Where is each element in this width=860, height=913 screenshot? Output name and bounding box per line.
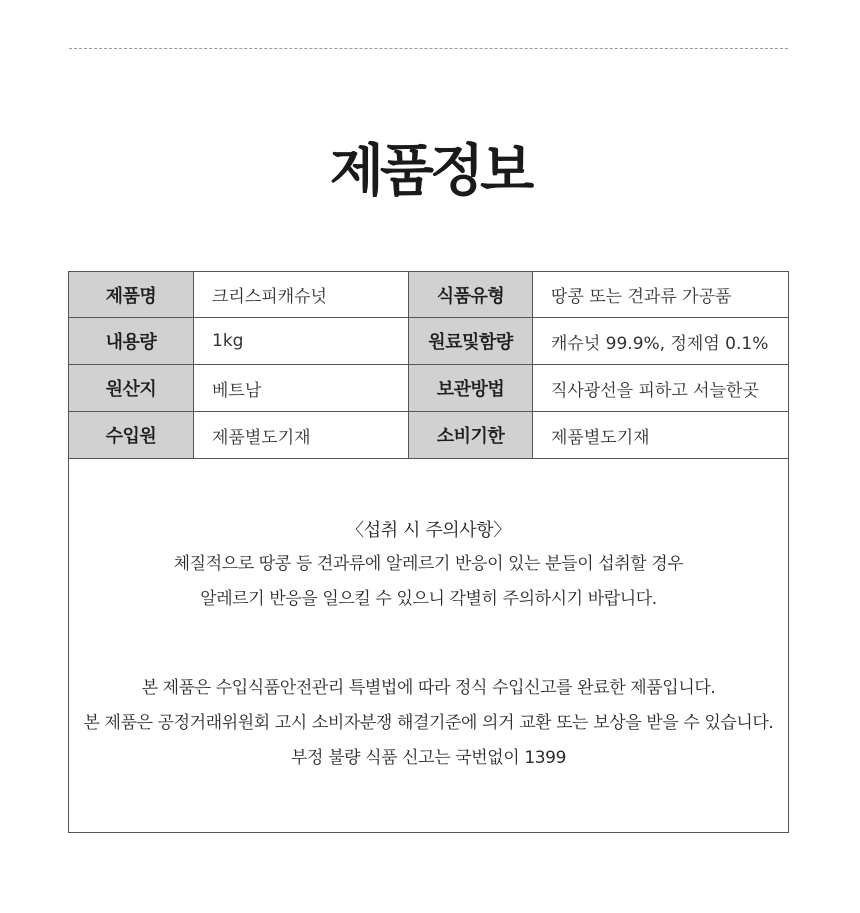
notice-spacer [69,617,788,671]
value-expiry: 제품별도기재 [533,412,788,459]
page-title: 제품정보 [329,139,531,204]
label-storage: 보관방법 [409,365,533,412]
value-origin: 베트남 [194,365,409,412]
label-ingredients: 원료및함량 [409,318,533,365]
notice-section [69,515,788,776]
product-info-grid [69,272,788,459]
info-line: 본 제품은 공정거래위원회 고시 소비자분쟁 해결기준에 의거 교환 또는 보상을 받을 수 있습니다. [83,713,774,733]
label-net-content: 내용량 [69,318,194,365]
value-product-name: 크리스피캐슈넛 [194,272,409,318]
label-product-name: 제품명 [69,272,194,318]
caution-line: 알레르기 반응을 일으킬 수 있으니 각별히 주의하시기 바랍니다. [200,589,657,609]
value-food-type: 땅콩 또는 견과류 가공품 [533,272,788,318]
caution-heading: 〈섭취 시 주의사항〉 [346,520,511,541]
top-dashed-divider [69,48,788,49]
label-food-type: 식품유형 [409,272,533,318]
report-line: 부정 불량 식품 신고는 국번없이 1399 [291,748,566,768]
caution-line: 체질적으로 땅콩 등 견과류에 알레르기 반응이 있는 분들이 섭취할 경우 [173,554,684,574]
label-importer: 수입원 [69,412,194,459]
value-net-content: 1kg [194,318,409,365]
product-info-table [68,271,789,833]
info-line: 본 제품은 수입식품안전관리 특별법에 따라 정식 수입신고를 완료한 제품입니다. [141,678,716,698]
value-ingredients: 캐슈넛 99.9%, 정제염 0.1% [533,318,788,365]
value-importer: 제품별도기재 [194,412,409,459]
label-origin: 원산지 [69,365,194,412]
value-storage: 직사광선을 피하고 서늘한곳 [533,365,788,412]
label-expiry: 소비기한 [409,412,533,459]
